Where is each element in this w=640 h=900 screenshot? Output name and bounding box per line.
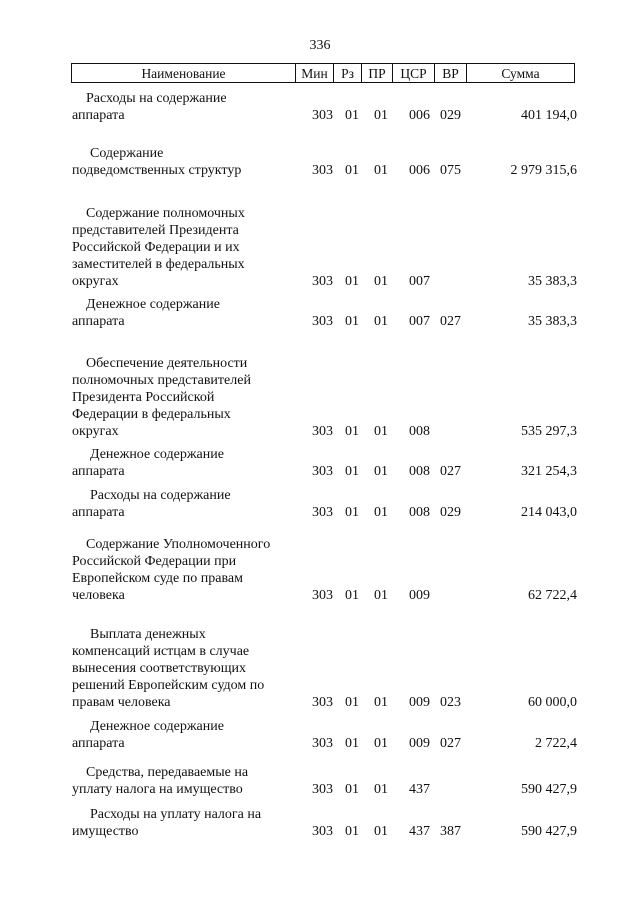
row-rz: 01 <box>345 314 359 329</box>
table-row <box>0 90 640 124</box>
row-csr: 009 <box>409 736 430 751</box>
row-min: 303 <box>312 782 333 797</box>
row-min: 303 <box>312 424 333 439</box>
row-pr: 01 <box>374 588 388 603</box>
row-vr: 029 <box>440 505 461 520</box>
row-csr: 009 <box>409 588 430 603</box>
row-min: 303 <box>312 588 333 603</box>
row-name: Обеспечение деятельности полномочных представителей Президента Российской Федерации в федеральных округах <box>72 356 251 439</box>
row-name: Расходы на содержание аппарата <box>72 91 227 123</box>
row-vr: 029 <box>440 108 461 123</box>
row-vr: 027 <box>440 314 461 329</box>
row-pr: 01 <box>374 314 388 329</box>
row-pr: 01 <box>374 824 388 839</box>
row-vr: 387 <box>440 824 461 839</box>
row-sum: 35 383,3 <box>528 274 577 289</box>
row-csr: 006 <box>409 108 430 123</box>
row-rz: 01 <box>345 505 359 520</box>
row-pr: 01 <box>374 163 388 178</box>
row-sum: 2 979 315,6 <box>510 163 577 178</box>
table-row <box>0 355 640 440</box>
row-pr: 01 <box>374 274 388 289</box>
row-rz: 01 <box>345 464 359 479</box>
row-sum: 35 383,3 <box>528 314 577 329</box>
row-csr: 007 <box>409 314 430 329</box>
page-number: 336 <box>309 38 331 53</box>
row-sum: 590 427,9 <box>521 782 577 797</box>
row-rz: 01 <box>345 782 359 797</box>
row-min: 303 <box>312 695 333 710</box>
row-csr: 008 <box>409 464 430 479</box>
table-row <box>0 145 640 179</box>
row-sum: 214 043,0 <box>521 505 577 520</box>
row-csr: 009 <box>409 695 430 710</box>
row-pr: 01 <box>374 424 388 439</box>
row-rz: 01 <box>345 163 359 178</box>
row-csr: 008 <box>409 505 430 520</box>
row-vr: 027 <box>440 736 461 751</box>
row-name: Расходы на содержание аппарата <box>72 488 231 520</box>
row-min: 303 <box>312 314 333 329</box>
table-row <box>0 446 640 480</box>
table-row <box>0 487 640 521</box>
row-sum: 535 297,3 <box>521 424 577 439</box>
table-row <box>0 205 640 290</box>
row-sum: 60 000,0 <box>528 695 577 710</box>
row-min: 303 <box>312 108 333 123</box>
row-sum: 590 427,9 <box>521 824 577 839</box>
table-row <box>0 764 640 798</box>
table-row <box>0 626 640 711</box>
row-csr: 006 <box>409 163 430 178</box>
table-row <box>0 296 640 330</box>
header-rz: Рз <box>334 64 362 82</box>
header-csr: ЦСР <box>393 64 435 82</box>
row-min: 303 <box>312 736 333 751</box>
row-pr: 01 <box>374 736 388 751</box>
row-rz: 01 <box>345 274 359 289</box>
row-name: Содержание Уполномоченного Российской Федерации при Европейском суде по правам человека <box>72 537 271 603</box>
row-name: Денежное содержание аппарата <box>72 297 220 329</box>
row-name: Содержание подведомственных структур <box>72 146 242 178</box>
header-name: Наименование <box>72 64 296 82</box>
row-name: Выплата денежных компенсаций истцам в случае вынесения соответствующих решений Европейским судом по правам человека <box>72 627 265 710</box>
row-vr: 023 <box>440 695 461 710</box>
row-rz: 01 <box>345 695 359 710</box>
header-min: Мин <box>296 64 334 82</box>
row-pr: 01 <box>374 464 388 479</box>
table-row <box>0 718 640 752</box>
row-sum: 2 722,4 <box>535 736 577 751</box>
row-csr: 437 <box>409 782 430 797</box>
row-rz: 01 <box>345 424 359 439</box>
row-name: Средства, передаваемые на уплату налога на имущество <box>72 765 249 797</box>
row-min: 303 <box>312 824 333 839</box>
header-sum: Сумма <box>501 66 540 81</box>
table-row <box>0 806 640 840</box>
header-pr: ПР <box>362 64 393 82</box>
row-pr: 01 <box>374 695 388 710</box>
table-header <box>71 63 575 83</box>
row-name: Денежное содержание аппарата <box>72 719 224 751</box>
row-pr: 01 <box>374 108 388 123</box>
row-rz: 01 <box>345 588 359 603</box>
row-name: Расходы на уплату налога на имущество <box>72 807 262 839</box>
row-csr: 437 <box>409 824 430 839</box>
row-sum: 321 254,3 <box>521 464 577 479</box>
row-vr: 075 <box>440 163 461 178</box>
row-sum: 62 722,4 <box>528 588 577 603</box>
row-pr: 01 <box>374 505 388 520</box>
row-min: 303 <box>312 163 333 178</box>
row-rz: 01 <box>345 736 359 751</box>
row-sum: 401 194,0 <box>521 108 577 123</box>
table-row <box>0 536 640 604</box>
row-vr: 027 <box>440 464 461 479</box>
row-min: 303 <box>312 505 333 520</box>
row-min: 303 <box>312 274 333 289</box>
row-pr: 01 <box>374 782 388 797</box>
row-name: Денежное содержание аппарата <box>72 447 224 479</box>
row-name: Содержание полномочных представителей Президента Российской Федерации и их заместителей в федеральных округах <box>72 206 245 289</box>
row-min: 303 <box>312 464 333 479</box>
header-vr: ВР <box>435 64 467 82</box>
row-csr: 007 <box>409 274 430 289</box>
row-csr: 008 <box>409 424 430 439</box>
row-rz: 01 <box>345 108 359 123</box>
row-rz: 01 <box>345 824 359 839</box>
